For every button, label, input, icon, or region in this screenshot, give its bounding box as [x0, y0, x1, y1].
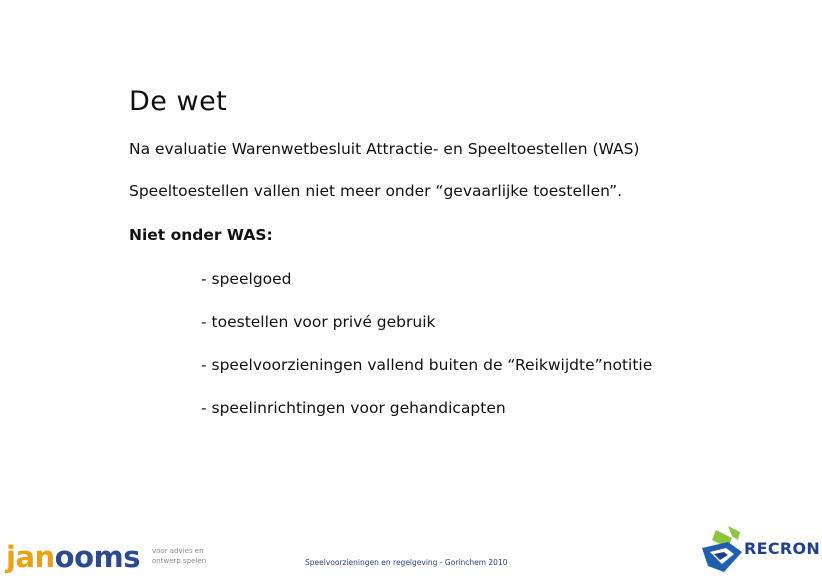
janooms-wordmark-jan: jan — [6, 540, 55, 574]
janooms-wordmark-ooms: ooms — [54, 540, 140, 574]
list-item: - speelvoorzieningen vallend buiten de “Reikwijdte”notitie — [201, 356, 653, 374]
footer-text: Speelvoorzieningen en regelgeving - Gorinchem 2010 — [305, 558, 508, 567]
recron-logo — [698, 522, 822, 576]
recron-wordmark: RECRON — [744, 539, 821, 558]
body-line-evaluation: Na evaluatie Warenwetbesluit Attractie- en Speeltoestellen (WAS) — [129, 140, 640, 158]
janooms-wordmark — [6, 540, 140, 574]
body-line-not-dangerous: Speeltoestellen vallen niet meer onder “gevaarlijke toestellen”. — [129, 182, 623, 200]
slide-title: De wet — [129, 86, 228, 117]
recron-emblem-icon — [698, 522, 746, 576]
body-line-not-under-was: Niet onder WAS: — [129, 226, 273, 244]
janooms-tagline: voor advies en ontwerp spelen — [152, 547, 207, 565]
list-item: - toestellen voor privé gebruik — [201, 313, 436, 331]
list-item: - speelgoed — [201, 270, 292, 288]
list-item: - speelinrichtingen voor gehandicapten — [201, 399, 506, 417]
